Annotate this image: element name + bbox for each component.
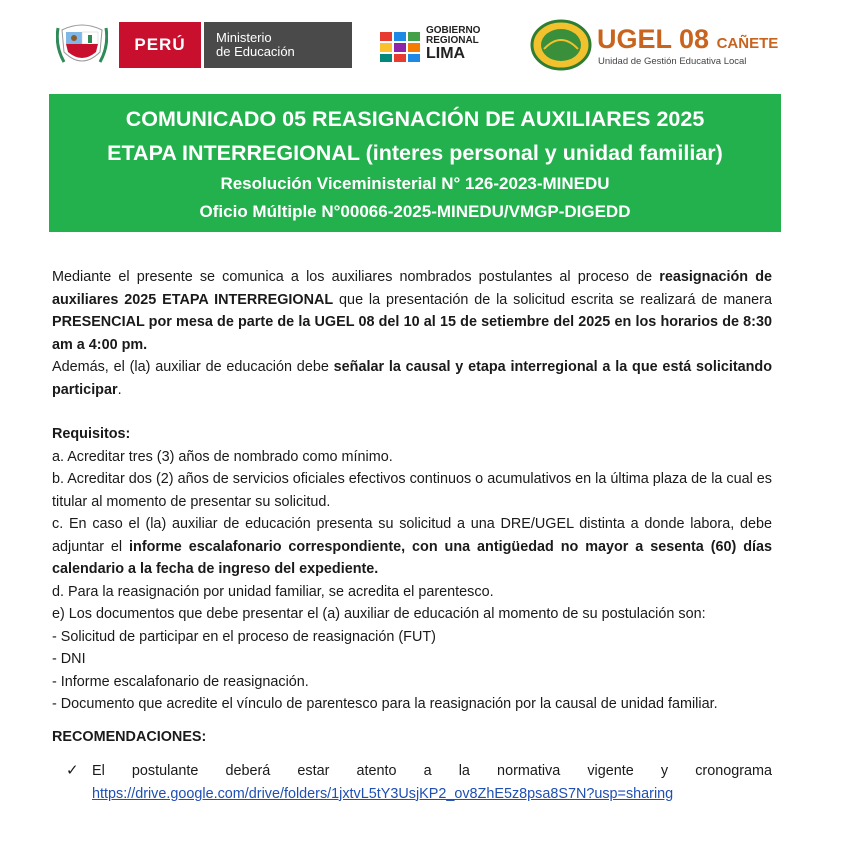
requisito-d: d. Para la reasignación por unidad familiar, se acredita el parentesco. bbox=[52, 583, 494, 600]
lima-line2: REGIONAL bbox=[426, 35, 479, 46]
intro-text-a: Mediante el presente se comunica a los auxiliares nombrados postulantes al proceso de bbox=[52, 269, 660, 285]
recomendacion-text: El postulante deberá estar atento a la normativa vigente y cronograma bbox=[92, 763, 772, 779]
ademas-text-c: . bbox=[117, 381, 122, 398]
requisito-c-bold: informe escalafonario correspondiente, con una antigüedad no mayor a sesenta (60) días calendario a la fecha de ingreso del expediente. bbox=[52, 538, 773, 577]
banner-title: COMUNICADO 05 REASIGNACIÓN DE AUXILIARES 2025 bbox=[125, 107, 705, 131]
requisito-c bbox=[52, 513, 772, 581]
ademas-paragraph bbox=[52, 356, 772, 401]
doc-item: - Solicitud de participar en el proceso de reasignación (FUT) bbox=[52, 628, 436, 645]
peru-coat-of-arms-icon bbox=[56, 22, 108, 68]
requisitos-title bbox=[52, 423, 772, 446]
minedu-line2: de Educación bbox=[216, 44, 295, 59]
ugel-seal-icon bbox=[530, 19, 592, 71]
announcement-banner bbox=[49, 94, 781, 232]
recomendacion-item bbox=[52, 760, 772, 805]
lima-line1: GOBIERNO bbox=[426, 25, 481, 36]
intro-text-c: que la presentación de la solicitud escrita se realizará de manera bbox=[333, 291, 772, 308]
peru-logo: PERÚ bbox=[119, 22, 201, 68]
ugel-title-small: CAÑETE bbox=[716, 35, 779, 52]
recomendaciones-title: RECOMENDACIONES: bbox=[52, 728, 207, 745]
minedu-logo bbox=[203, 22, 352, 68]
gobierno-regional-lima-logo bbox=[426, 26, 496, 62]
requisitos-title-text: Requisitos: bbox=[52, 426, 131, 442]
requisito-c-text: c. En caso el (la) auxiliar de educación presenta su solicitud a una DRE/UGEL distinta a donde labora, debe adjuntar el bbox=[52, 516, 772, 555]
document-body bbox=[52, 266, 772, 805]
spacer bbox=[52, 716, 772, 726]
ugel-title bbox=[597, 24, 778, 55]
requisito-e: e) Los documentos que debe presentar el (a) auxiliar de educación al momento de su postulación son: bbox=[52, 606, 706, 622]
lima-line3: LIMA bbox=[426, 45, 466, 62]
doc-item: - Informe escalafonario de reasignación. bbox=[52, 673, 309, 690]
checkmark-icon: ✓ bbox=[66, 762, 79, 779]
banner-subtitle: ETAPA INTERREGIONAL (interes personal y unidad familiar) bbox=[107, 141, 723, 165]
gobierno-regional-lima-icon bbox=[378, 30, 422, 64]
intro-paragraph bbox=[52, 266, 772, 356]
ugel-title-main: UGEL 08 bbox=[597, 24, 710, 54]
intro-text-b: reasignación de auxiliares 2025 ETAPA INTERREGIONAL bbox=[52, 269, 772, 308]
requisito-a: a. Acreditar tres (3) años de nombrado como mínimo. bbox=[52, 448, 393, 465]
doc-item: - DNI bbox=[52, 651, 86, 667]
logo-strip bbox=[0, 18, 859, 74]
banner-resolution: Resolución Viceministerial N° 126-2023-MINEDU bbox=[220, 174, 610, 193]
requisito-b: b. Acreditar dos (2) años de servicios oficiales efectivos continuos o acumulativos en la última plaza de la cual es titular al momento de presentar su solicitud. bbox=[52, 471, 772, 510]
drive-link[interactable]: https://drive.google.com/drive/folders/1jxtvL5tY3UsjKP2_ov8ZhE5z8psa8S7N?usp=sharing bbox=[92, 785, 674, 802]
banner-oficio: Oficio Múltiple N°00066-2025-MINEDU/VMGP-DIGEDD bbox=[199, 202, 631, 221]
ademas-text-b: señalar la causal y etapa interregional a la que está solicitando participar bbox=[52, 359, 773, 398]
doc-item: - Documento que acredite el vínculo de parentesco para la reasignación por la causal de unidad familiar. bbox=[52, 696, 718, 712]
ugel-subtitle: Unidad de Gestión Educativa Local bbox=[598, 56, 747, 67]
intro-text-d: PRESENCIAL por mesa de parte de la UGEL 08 del 10 al 15 de setiembre del 2025 en los horarios de 8:30 am a 4:00 pm. bbox=[52, 314, 772, 353]
spacer bbox=[52, 401, 772, 423]
ademas-text-a: Además, el (la) auxiliar de educación debe bbox=[52, 359, 334, 375]
minedu-line1: Ministerio bbox=[216, 30, 272, 45]
